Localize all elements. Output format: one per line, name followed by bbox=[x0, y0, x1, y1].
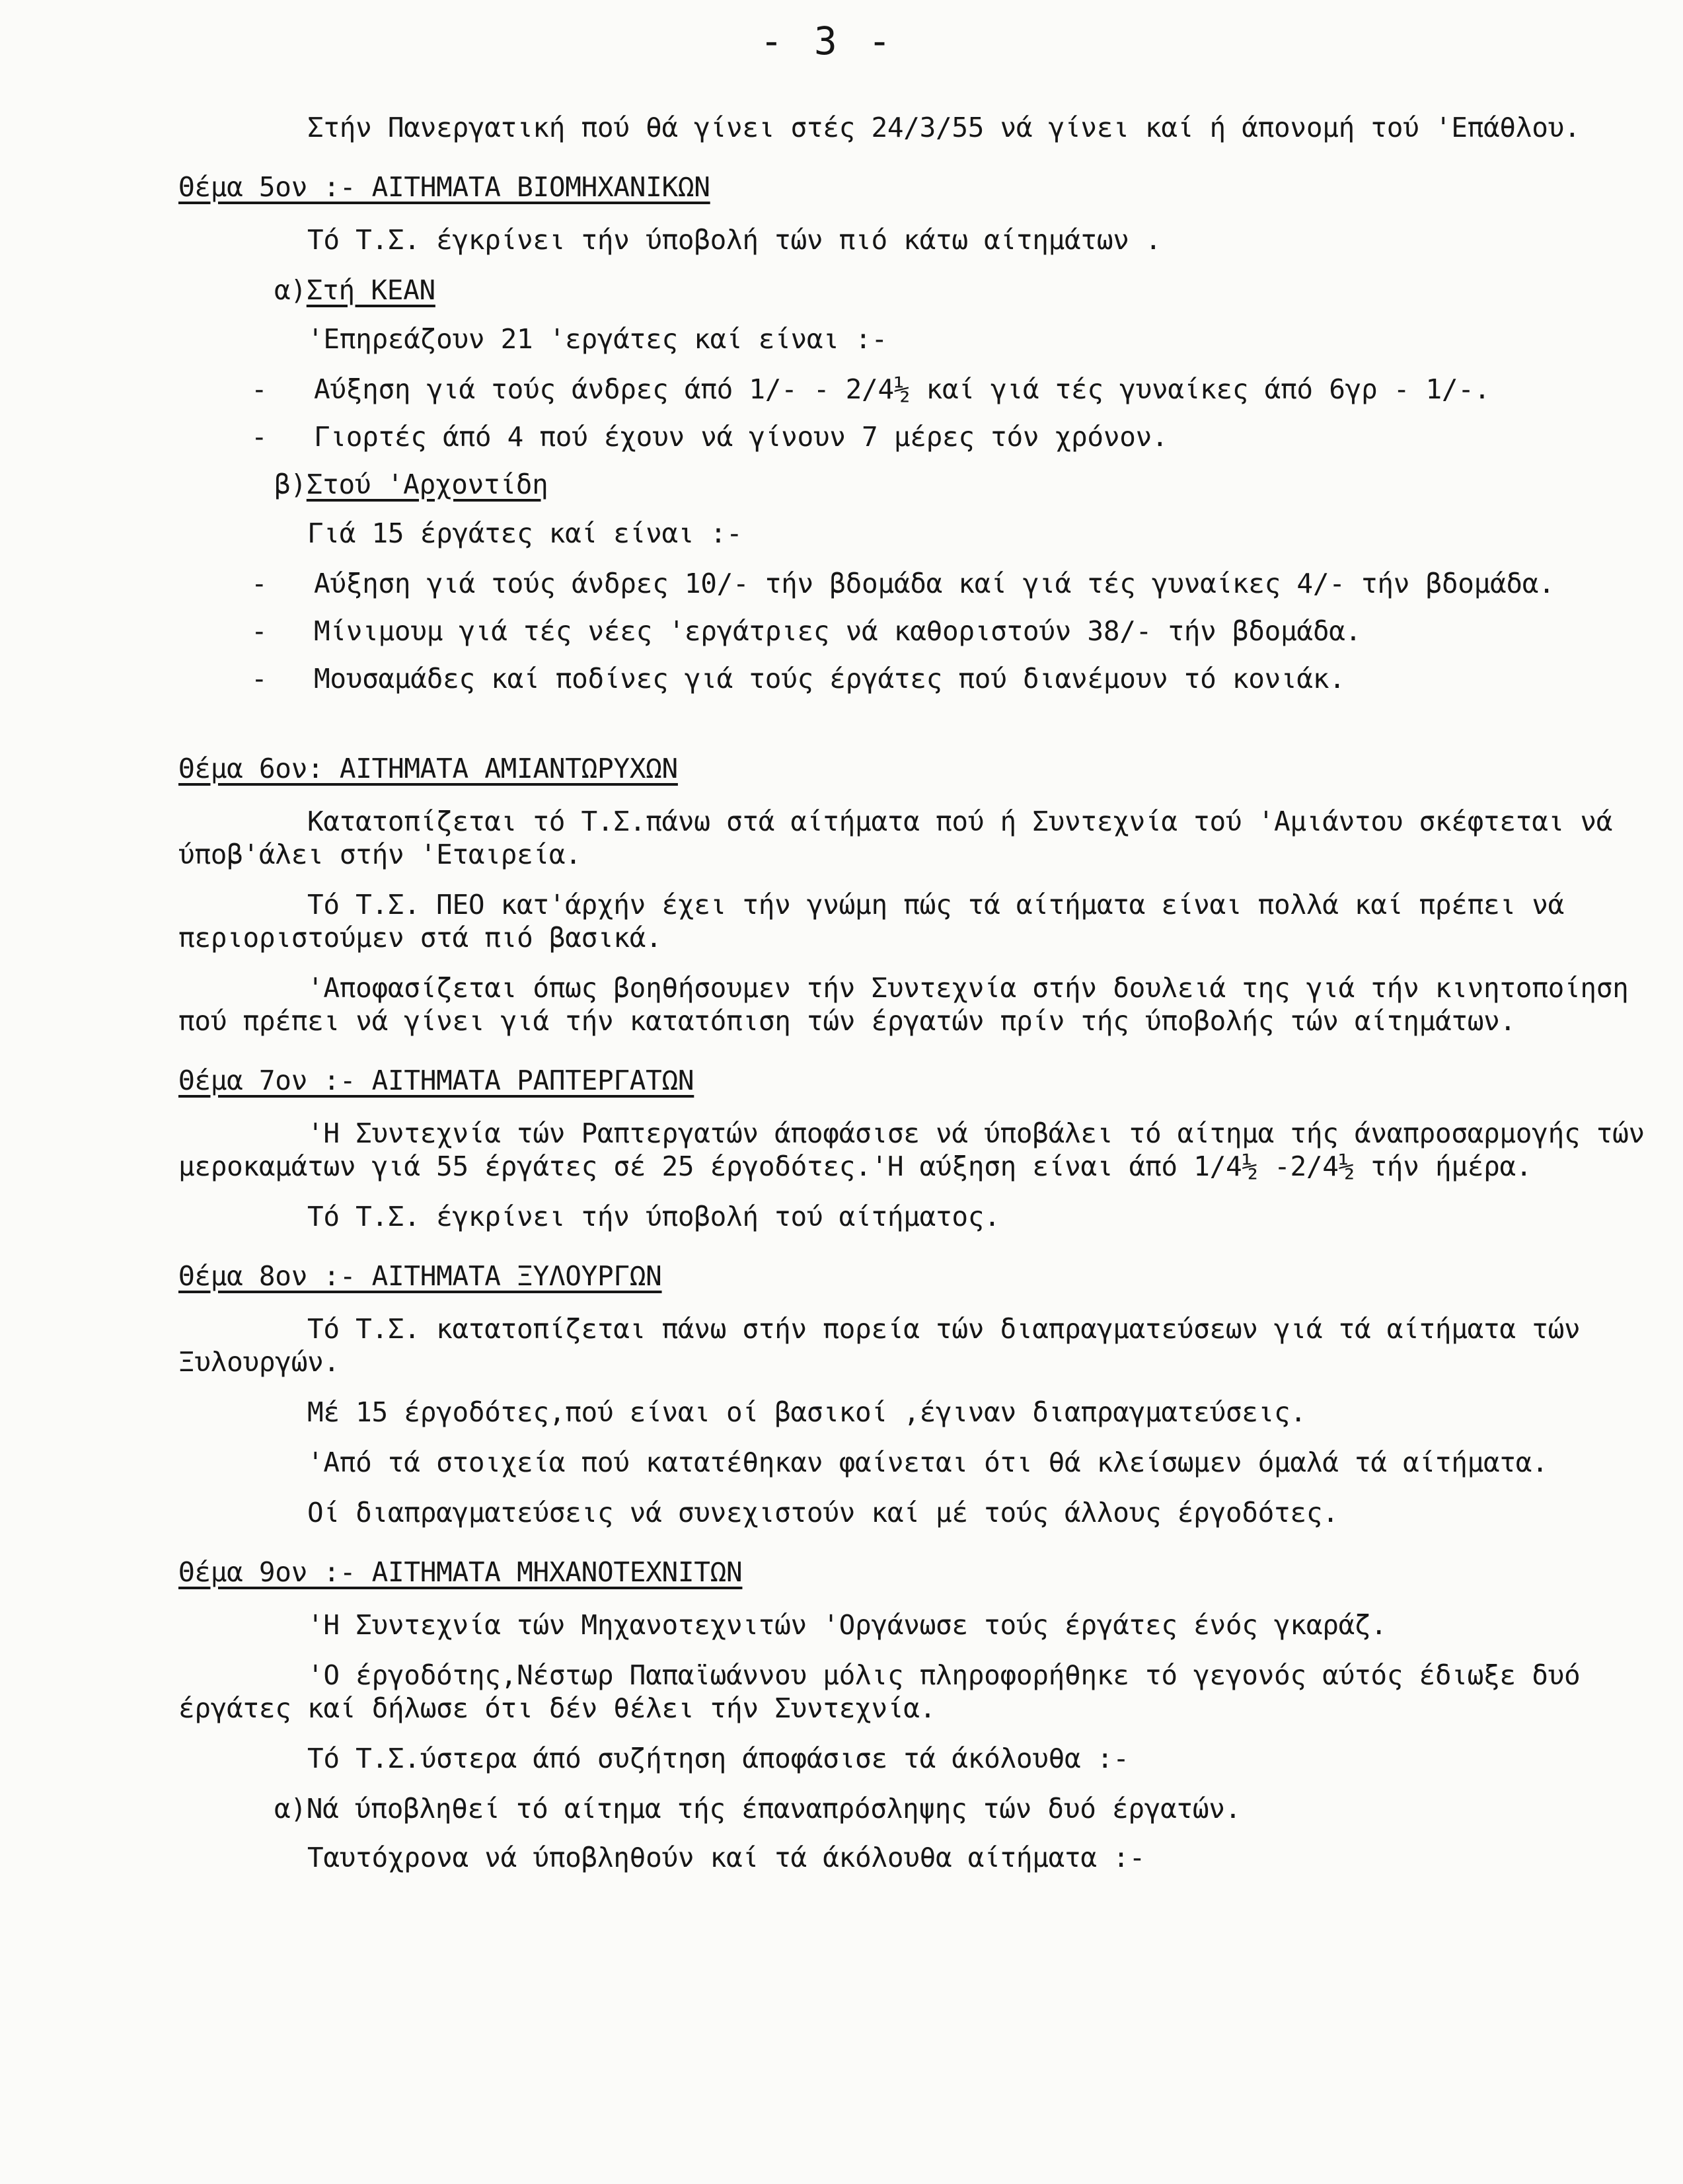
intro-paragraph: Στήν Πανεργατική πού θά γίνει στές 24/3/55 νά γίνει καί ή άπονομή τού 'Επάθλου. bbox=[307, 112, 1581, 143]
item-9-sub-a: α)Νά ύποβληθεί τό αίτημα τής έπαναπρόσληψης τών δυό έργατών. bbox=[274, 1793, 1242, 1825]
item-6-heading: Θέμα 6ον: ΑΙΤΗΜΑΤΑ ΑΜΙΑΝΤΩΡΥΧΩΝ bbox=[178, 753, 678, 784]
paragraph: Κατατοπίζεται τό Τ.Σ.πάνω στά αίτήματα πού ή Συντεχνία τού 'Αμιάντου σκέφτεται νά ύποβ'άλει στήν 'Εταιρεία. bbox=[178, 806, 1613, 870]
paragraph: 'Αποφασίζεται όπως βοηθήσουμεν τήν Συντεχνία στήν δουλειά της γιά τήν κινητοποίηση πού πρέπει νά γίνει γιά τήν κατατόπιση τών έργατών πρίν τής ύποβολής τών αίτημάτων. bbox=[178, 972, 1629, 1037]
paragraph: Τό Τ.Σ. ΠΕΟ κατ'άρχήν έχει τήν γνώμη πώς τά αίτήματα είναι πολλά καί πρέπει νά περιοριστούμεν στά πιό βασικά. bbox=[178, 889, 1564, 954]
bullet-text: Γιορτές άπό 4 πού έχουν νά γίνουν 7 μέρες τόν χρόνον. bbox=[314, 421, 1168, 453]
paragraph: 'Ο έργοδότης,Νέστωρ Παπαϊωάννου μόλις πληροφορήθηκε τό γεγονός αύτός έδιωξε δυό έργάτες καί δήλωσε ότι δέν θέλει τήν Συντεχνία. bbox=[178, 1659, 1581, 1724]
paragraph: Τό Τ.Σ. έγκρίνει τήν ύποβολή τού αίτήματος. bbox=[307, 1201, 1000, 1232]
list-item: - Γιορτές άπό 4 πού έχουν νά γίνουν 7 μέρες τόν χρόνον. bbox=[251, 421, 1168, 453]
bullet-text: Μίνιμουμ γιά τές νέες 'εργάτριες νά καθοριστούν 38/- τήν βδομάδα. bbox=[314, 615, 1361, 647]
item-5-heading: Θέμα 5ον :- ΑΙΤΗΜΑΤΑ ΒΙΟΜΗΧΑΝΙΚΩΝ bbox=[178, 171, 710, 203]
paragraph: 'Η Συντεχνία τών Ραπτεργατών άποφάσισε νά ύποβάλει τό αίτημα τής άναπροσαρμογής τών μεροκαμάτων γιά 55 έργάτες σέ 25 έργοδότες.'Η αύξηση είναι άπό 1/4½ -2/4½ τήν ήμέρα. bbox=[178, 1117, 1645, 1182]
bullet-text: Μουσαμάδες καί ποδίνες γιά τούς έργάτες πού διανέμουν τό κονιάκ. bbox=[314, 663, 1345, 695]
list-item: - Μουσαμάδες καί ποδίνες γιά τούς έργάτες πού διανέμουν τό κονιάκ. bbox=[251, 663, 1345, 695]
sub-a-intro: 'Επηρεάζουν 21 'εργάτες καί είναι :- bbox=[307, 323, 887, 355]
sub-a-label: α) bbox=[274, 274, 307, 306]
sub-a-title: Στή ΚΕΑΝ bbox=[306, 274, 435, 306]
sub-b-label: β) bbox=[274, 469, 307, 500]
list-item: - Αύξηση γιά τούς άνδρες άπό 1/- - 2/4½ καί γιά τές γυναίκες άπό 6γρ - 1/-. bbox=[251, 373, 1491, 405]
item-5-sub-b bbox=[274, 468, 1659, 501]
closing-paragraph: Ταυτόχρονα νά ύποβληθούν καί τά άκόλουθα αίτήματα :- bbox=[307, 1842, 1145, 1873]
item-7-heading: Θέμα 7ον :- ΑΙΤΗΜΑΤΑ ΡΑΠΤΕΡΓΑΤΩΝ bbox=[178, 1065, 694, 1096]
list-item: - Αύξηση γιά τούς άνδρες 10/- τήν βδομάδα καί γιά τές γυναίκες 4/- τήν βδομάδα. bbox=[251, 568, 1555, 599]
document-body bbox=[178, 111, 1659, 1891]
item-9-heading: Θέμα 9ον :- ΑΙΤΗΜΑΤΑ ΜΗΧΑΝΟΤΕΧΝΙΤΩΝ bbox=[178, 1556, 743, 1588]
item-5-sub-a bbox=[274, 274, 1659, 307]
item-5-intro: Τό Τ.Σ. έγκρίνει τήν ύποβολή τών πιό κάτω αίτημάτων . bbox=[307, 224, 1162, 256]
sub-b-intro: Γιά 15 έργάτες καί είναι :- bbox=[307, 517, 743, 549]
item-8-heading: Θέμα 8ον :- ΑΙΤΗΜΑΤΑ ΞΥΛΟΥΡΓΩΝ bbox=[178, 1260, 662, 1292]
page-number: - 3 - bbox=[760, 19, 895, 63]
paragraph: Τό Τ.Σ.ύστερα άπό συζήτηση άποφάσισε τά άκόλουθα :- bbox=[307, 1743, 1129, 1774]
bullet-text: Αύξηση γιά τούς άνδρες 10/- τήν βδομάδα καί γιά τές γυναίκες 4/- τήν βδομάδα. bbox=[314, 568, 1555, 599]
list-item: - Μίνιμουμ γιά τές νέες 'εργάτριες νά καθοριστούν 38/- τήν βδομάδα. bbox=[251, 615, 1361, 647]
paragraph: Τό Τ.Σ. κατατοπίζεται πάνω στήν πορεία τών διαπραγματεύσεων γιά τά αίτήματα τών Ξυλουργών. bbox=[178, 1313, 1581, 1378]
sub-b-title: Στού 'Αρχοντίδη bbox=[306, 469, 548, 500]
bullet-text: Αύξηση γιά τούς άνδρες άπό 1/- - 2/4½ καί γιά τές γυναίκες άπό 6γρ - 1/-. bbox=[314, 373, 1491, 405]
paragraph: 'Η Συντεχνία τών Μηχανοτεχνιτών 'Οργάνωσε τούς έργάτες ένός γκαράζ. bbox=[307, 1609, 1387, 1641]
paragraph: 'Από τά στοιχεία πού κατατέθηκαν φαίνεται ότι θά κλείσωμεν όμαλά τά αίτήματα. bbox=[307, 1447, 1548, 1478]
paragraph: Μέ 15 έργοδότες,πού είναι οί βασικοί ,έγιναν διαπραγματεύσεις. bbox=[307, 1396, 1306, 1428]
paragraph: Οί διαπραγματεύσεις νά συνεχιστούν καί μέ τούς άλλους έργοδότες. bbox=[307, 1497, 1339, 1528]
